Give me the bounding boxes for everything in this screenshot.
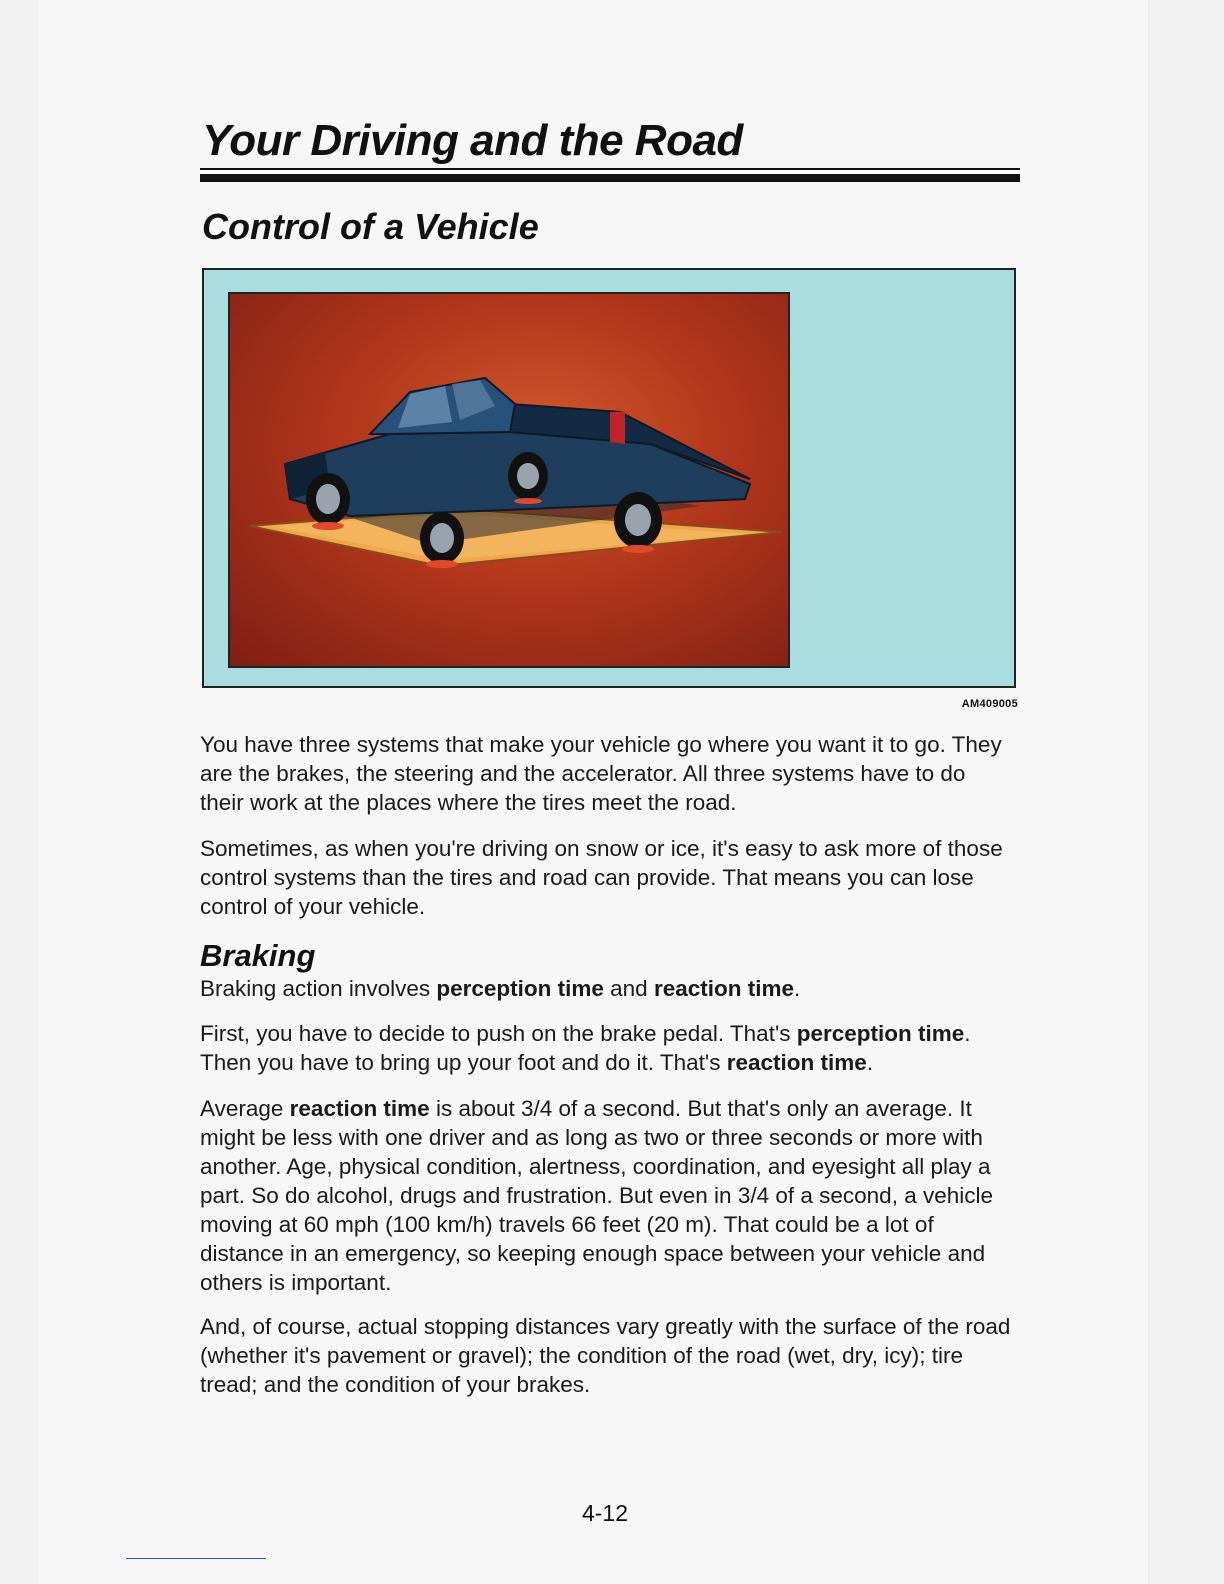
truck-on-platform-drawing (230, 294, 788, 666)
bold-term: reaction time (726, 1050, 867, 1075)
text-run: . Then you have to bring up your foot and do it. That's (200, 1021, 971, 1075)
text-run: is about 3/4 of a second. But that's only an average. It might be less with one driver and as long as two or three seconds or more with another. Age, physical condition, alertness, coordination, and eyesight all play a part. So do alcohol, drugs and frustration. But even in 3/4 of a second, a vehicle moving at 60 mph (100 km/h) travels 66 feet (20 m). That could be a lot of distance in an emergency, so keeping enough space between your vehicle and others is important. (200, 1096, 993, 1295)
braking-heading: Braking (200, 938, 316, 973)
section-title: Control of a Vehicle (202, 206, 539, 247)
bold-term: perception time (796, 1021, 965, 1046)
bottom-link-underline (126, 1558, 266, 1559)
chapter-rule-thick (200, 174, 1020, 182)
braking-paragraph-1 (200, 974, 1015, 1003)
text-run: . (794, 976, 801, 1001)
chapter-rule-thin (200, 168, 1020, 170)
intro-paragraph-2: Sometimes, as when you're driving on snow or ice, it's easy to ask more of those control systems than the tires and road can provide. That means you can lose control of your vehicle. (200, 836, 1003, 919)
text-run: First, you have to decide to push on the brake pedal. That's (200, 1021, 797, 1046)
bold-term: reaction time (653, 976, 794, 1001)
truck-illustration (228, 292, 790, 668)
intro-paragraph-1: You have three systems that make your vehicle go where you want it to go. They are the brakes, the steering and the accelerator. All three systems have to do their work at the places where the tires meet the road. (200, 732, 1002, 815)
text-run: Average (200, 1096, 290, 1121)
braking-paragraph-3 (200, 1094, 1015, 1297)
braking-paragraph-4: And, of course, actual stopping distances vary greatly with the surface of the road (whether it's pavement or gravel); the condition of the road (wet, dry, icy); tire tread; and the condition of your brakes. (200, 1314, 1011, 1397)
bold-term: reaction time (289, 1096, 430, 1121)
braking-paragraph-2 (200, 1019, 1015, 1077)
text-run: . (866, 1050, 874, 1075)
bold-term: perception time (436, 976, 604, 1001)
figure-frame (202, 268, 1016, 688)
figure-id: AM409005 (961, 698, 1018, 710)
text-run: Braking action involves (200, 976, 437, 1001)
page-number: 4-12 (581, 1500, 629, 1526)
text-run: and (603, 976, 654, 1001)
chapter-title: Your Driving and the Road (202, 116, 743, 165)
